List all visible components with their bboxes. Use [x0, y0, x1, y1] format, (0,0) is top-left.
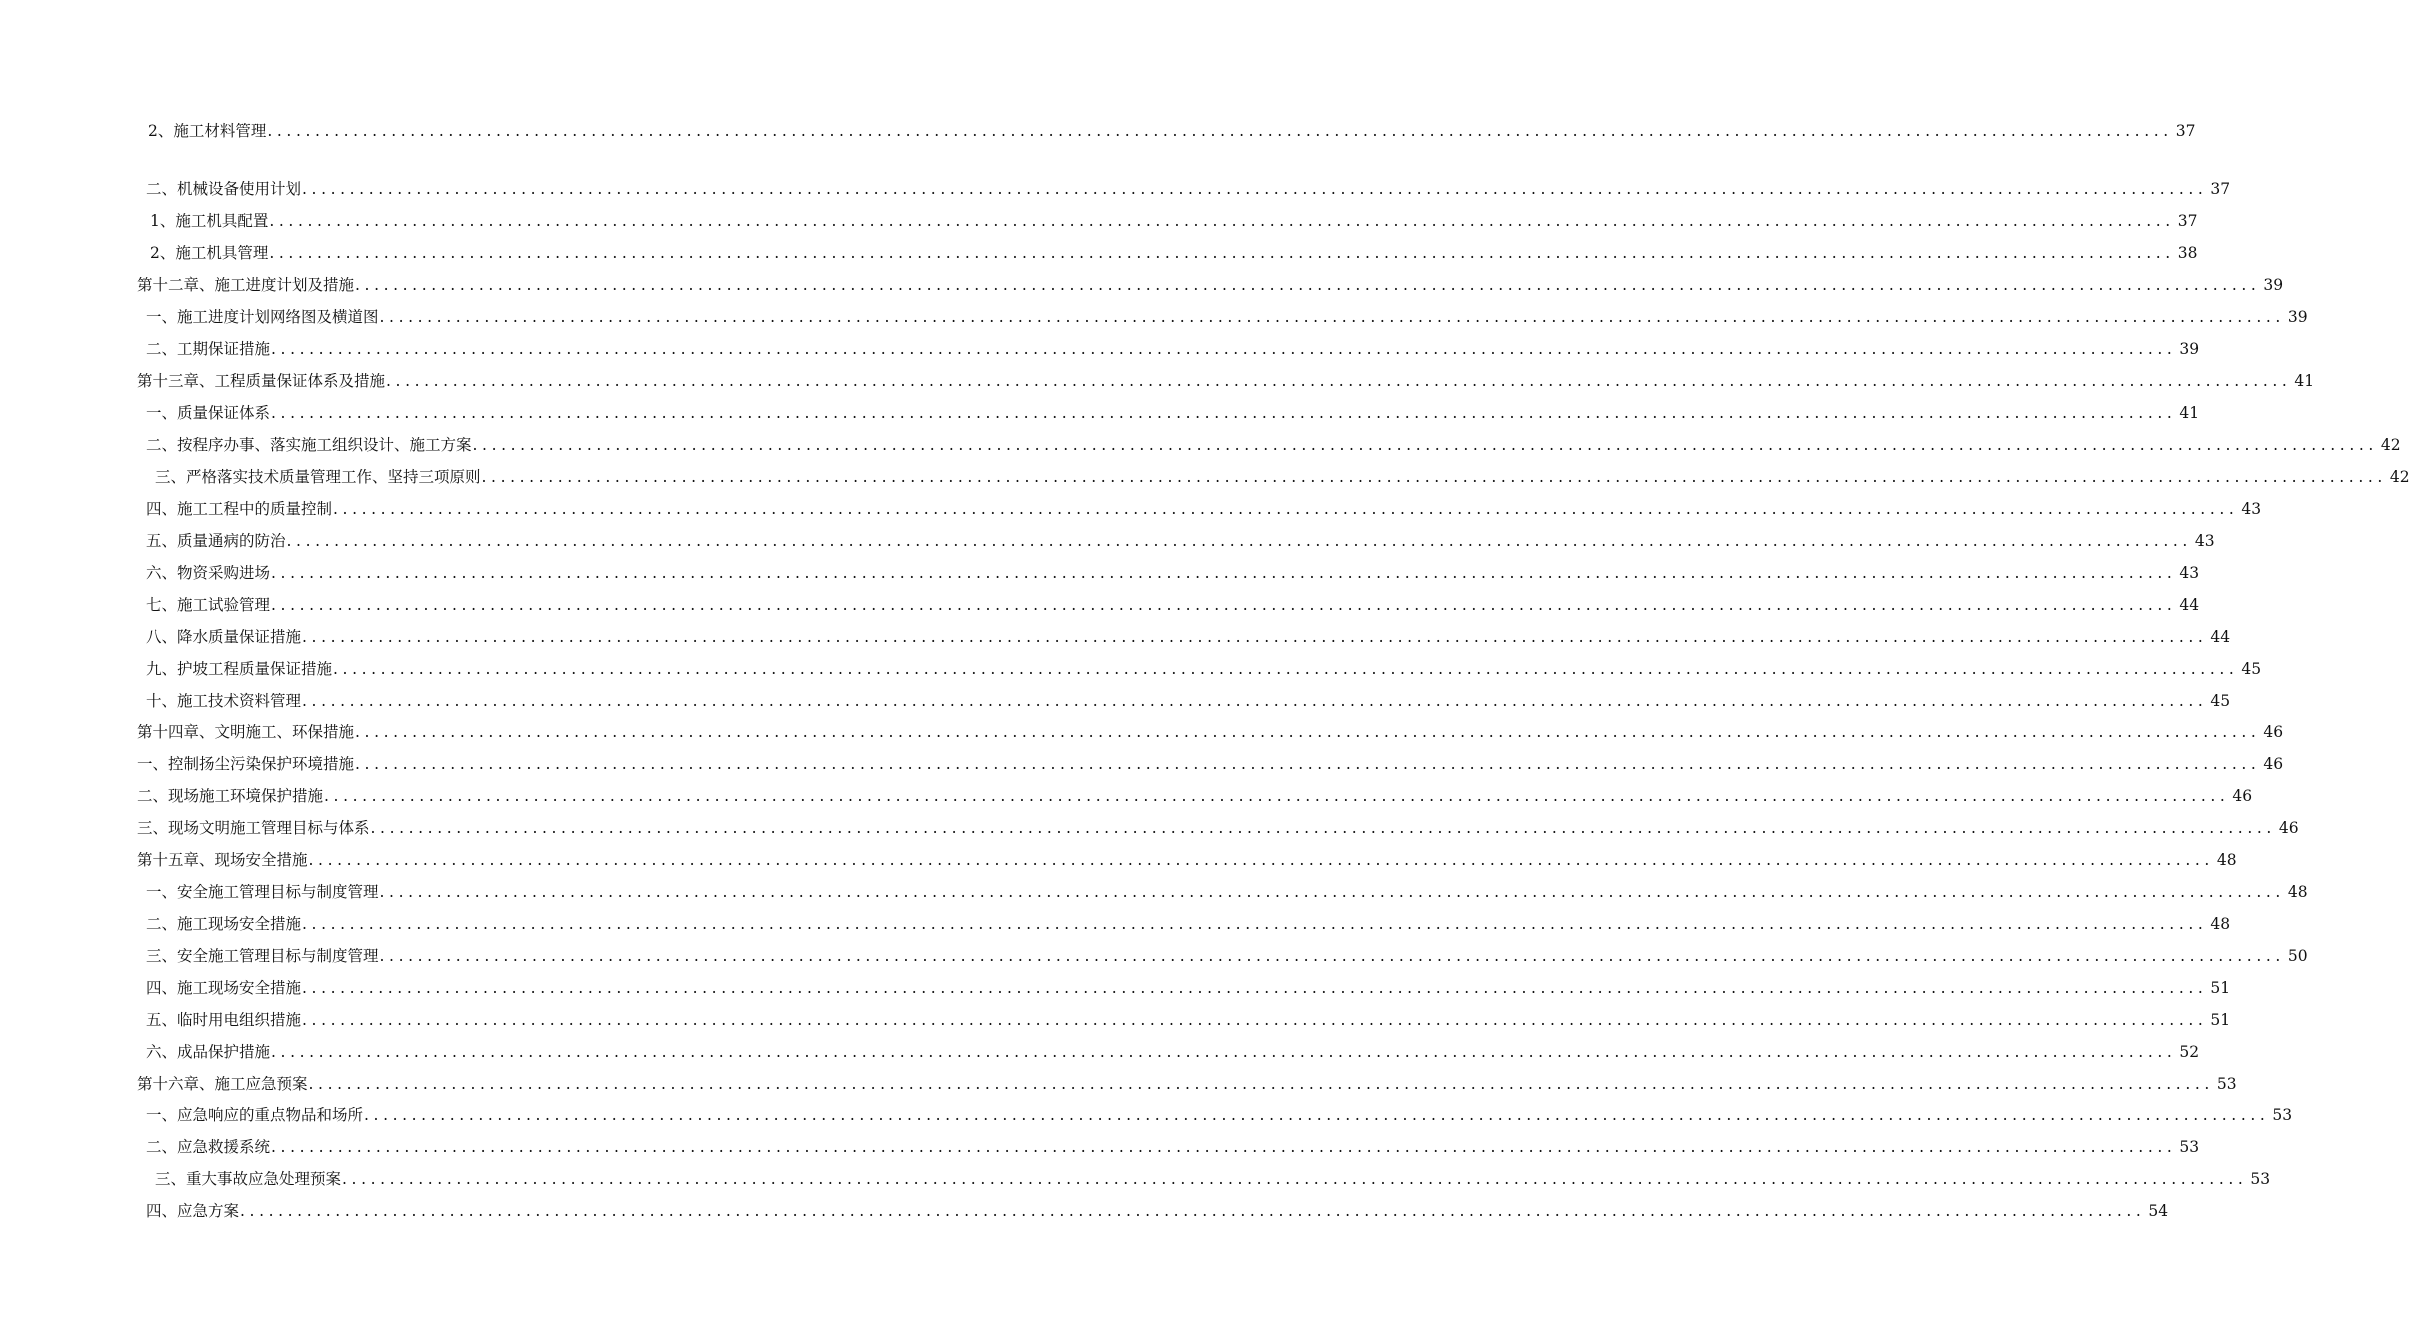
toc-entry-page-number: 39 — [2263, 276, 2284, 294]
toc-entry-page-number: 43 — [2241, 500, 2262, 518]
toc-entry-page-number: 48 — [2210, 915, 2231, 933]
toc-entry-page-number: 37 — [2210, 180, 2231, 198]
toc-entry-title: 四、施工现场安全措施 — [146, 979, 302, 997]
toc-dot-leader: ........................................................................................................................................................................................................ — [379, 947, 2285, 965]
toc-entry-page-number: 51 — [2210, 979, 2231, 997]
toc-entry-title: 一、质量保证体系 — [146, 404, 271, 422]
toc-entry-section[interactable] — [146, 656, 2262, 682]
toc-dot-leader: ........................................................................................................................................................................................................ — [379, 883, 2285, 901]
toc-entry-title: 四、应急方案 — [146, 1202, 240, 1220]
toc-entry-page-number: 46 — [2263, 755, 2284, 773]
toc-dot-leader: ........................................................................................................................................................................................................ — [308, 1075, 2214, 1093]
toc-entry-title: 1、施工机具配置 — [150, 212, 269, 230]
toc-entry-section[interactable] — [146, 1198, 2169, 1224]
toc-entry-section[interactable] — [146, 1007, 2231, 1033]
toc-dot-leader: ........................................................................................................................................................................................................ — [271, 564, 2177, 582]
toc-entry-title: 二、工期保证措施 — [146, 340, 271, 358]
toc-entry-title: 五、临时用电组织措施 — [146, 1011, 302, 1029]
toc-entry-page-number: 39 — [2179, 340, 2200, 358]
toc-entry-page-number: 43 — [2179, 564, 2200, 582]
toc-entry-section[interactable] — [155, 1166, 2271, 1192]
toc-entry-section[interactable] — [146, 528, 2215, 554]
toc-entry-chapter[interactable] — [137, 719, 2284, 745]
toc-dot-leader: ........................................................................................................................................................................................................ — [271, 1043, 2177, 1061]
toc-entry-page-number: 52 — [2179, 1043, 2200, 1061]
toc-dot-leader: ........................................................................................................................................................................................................ — [240, 1202, 2146, 1220]
toc-dot-leader: ........................................................................................................................................................................................................ — [271, 1138, 2177, 1156]
toc-dot-leader: ........................................................................................................................................................................................................ — [333, 660, 2239, 678]
toc-dot-leader: ........................................................................................................................................................................................................ — [271, 340, 2177, 358]
toc-dot-leader: ........................................................................................................................................................................................................ — [370, 819, 2276, 837]
toc-entry-section[interactable] — [146, 1039, 2200, 1065]
toc-entry-page-number: 48 — [2287, 883, 2308, 901]
toc-entry-page-number: 37 — [2177, 212, 2198, 230]
toc-entry-page-number: 46 — [2263, 723, 2284, 741]
toc-entry-section[interactable] — [146, 592, 2200, 618]
toc-entry-page-number: 45 — [2210, 692, 2231, 710]
toc-dot-leader: ........................................................................................................................................................................................................ — [355, 755, 2261, 773]
toc-dot-leader: ........................................................................................................................................................................................................ — [386, 372, 2292, 390]
toc-dot-leader: ........................................................................................................................................................................................................ — [364, 1106, 2270, 1124]
toc-entry-page-number: 46 — [2278, 819, 2299, 837]
toc-entry-title: 一、施工进度计划网络图及横道图 — [146, 308, 379, 326]
toc-entry-section[interactable] — [137, 815, 2299, 841]
toc-entry-title: 四、施工工程中的质量控制 — [146, 500, 333, 518]
toc-entry-page-number: 54 — [2148, 1202, 2169, 1220]
toc-entry-page-number: 41 — [2179, 404, 2200, 422]
toc-dot-leader: ........................................................................................................................................................................................................ — [379, 308, 2285, 326]
toc-entry-title: 一、应急响应的重点物品和场所 — [146, 1106, 364, 1124]
toc-entry-title: 一、安全施工管理目标与制度管理 — [146, 883, 379, 901]
toc-entry-section[interactable] — [146, 879, 2308, 905]
toc-entry-title: 九、护坡工程质量保证措施 — [146, 660, 333, 678]
toc-entry-title: 一、控制扬尘污染保护环境措施 — [137, 755, 355, 773]
toc-dot-leader: ........................................................................................................................................................................................................ — [302, 979, 2208, 997]
toc-dot-leader: ........................................................................................................................................................................................................ — [302, 692, 2208, 710]
toc-entry-chapter[interactable] — [137, 847, 2237, 873]
toc-entry-title: 第十五章、现场安全措施 — [137, 851, 308, 869]
toc-entry-title: 三、严格落实技术质量管理工作、坚持三项原则 — [155, 468, 481, 486]
toc-entry-section[interactable] — [146, 975, 2231, 1001]
toc-dot-leader: ........................................................................................................................................................................................................ — [324, 787, 2230, 805]
toc-entry-title: 六、成品保护措施 — [146, 1043, 271, 1061]
toc-entry-page-number: 42 — [2380, 436, 2401, 454]
toc-entry-page-number: 43 — [2194, 532, 2215, 550]
toc-dot-leader: ........................................................................................................................................................................................................ — [271, 404, 2177, 422]
toc-entry-page-number: 48 — [2216, 851, 2237, 869]
toc-entry-title: 十、施工技术资料管理 — [146, 692, 302, 710]
toc-dot-leader: ........................................................................................................................................................................................................ — [302, 1011, 2208, 1029]
toc-entry-page-number: 42 — [2389, 468, 2410, 486]
toc-entry-title: 第十六章、施工应急预案 — [137, 1075, 308, 1093]
toc-entry-title: 二、按程序办事、落实施工组织设计、施工方案 — [146, 436, 472, 454]
toc-dot-leader: ........................................................................................................................................................................................................ — [267, 122, 2173, 140]
toc-dot-leader: ........................................................................................................................................................................................................ — [342, 1170, 2248, 1188]
toc-entry-page-number: 53 — [2179, 1138, 2200, 1156]
toc-entry-section[interactable] — [146, 1102, 2293, 1128]
toc-entry-title: 六、物资采购进场 — [146, 564, 271, 582]
toc-entry-chapter[interactable] — [137, 1071, 2237, 1097]
toc-entry-page-number: 53 — [2272, 1106, 2293, 1124]
toc-entry-page-number: 53 — [2216, 1075, 2237, 1093]
toc-entry-page-number: 46 — [2232, 787, 2253, 805]
toc-entry-title: 第十四章、文明施工、环保措施 — [137, 723, 355, 741]
toc-entry-title: 三、现场文明施工管理目标与体系 — [137, 819, 370, 837]
toc-entry-sub[interactable] — [150, 208, 2198, 234]
toc-entry-chapter[interactable] — [137, 368, 2315, 394]
toc-entry-title: 二、应急救援系统 — [146, 1138, 271, 1156]
toc-entry-chapter[interactable] — [137, 272, 2284, 298]
toc-dot-leader: ........................................................................................................................................................................................................ — [472, 436, 2378, 454]
toc-entry-title: 第十三章、工程质量保证体系及措施 — [137, 372, 386, 390]
toc-entry-page-number: 41 — [2294, 372, 2315, 390]
toc-entry-title: 五、质量通病的防治 — [146, 532, 286, 550]
toc-entry-section[interactable] — [146, 336, 2200, 362]
toc-entry-section[interactable] — [146, 432, 2401, 458]
toc-entry-title: 二、机械设备使用计划 — [146, 180, 302, 198]
toc-entry-section[interactable] — [146, 304, 2308, 330]
toc-entry-section[interactable] — [146, 911, 2231, 937]
toc-entry-section[interactable] — [146, 943, 2308, 969]
toc-dot-leader: ........................................................................................................................................................................................................ — [481, 468, 2387, 486]
toc-entry-title: 二、现场施工环境保护措施 — [137, 787, 324, 805]
toc-entry-page-number: 45 — [2241, 660, 2262, 678]
toc-entry-title: 八、降水质量保证措施 — [146, 628, 302, 646]
toc-entry-section[interactable] — [155, 464, 2410, 490]
toc-entry-section[interactable] — [146, 176, 2231, 202]
toc-entry-section[interactable] — [146, 400, 2200, 426]
toc-dot-leader: ........................................................................................................................................................................................................ — [308, 851, 2214, 869]
toc-entry-sub[interactable] — [150, 240, 2198, 266]
toc-entry-section[interactable] — [146, 496, 2262, 522]
toc-entry-section[interactable] — [137, 751, 2284, 777]
toc-entry-title: 2、施工材料管理 — [148, 122, 267, 140]
toc-dot-leader: ........................................................................................................................................................................................................ — [302, 915, 2208, 933]
toc-dot-leader: ........................................................................................................................................................................................................ — [302, 180, 2208, 198]
toc-entry-page-number: 50 — [2287, 947, 2308, 965]
toc-entry-section[interactable] — [146, 1134, 2200, 1160]
toc-entry-page-number: 44 — [2179, 596, 2200, 614]
toc-dot-leader: ........................................................................................................................................................................................................ — [286, 532, 2192, 550]
toc-entry-title: 三、重大事故应急处理预案 — [155, 1170, 342, 1188]
toc-dot-leader: ........................................................................................................................................................................................................ — [333, 500, 2239, 518]
toc-dot-leader: ........................................................................................................................................................................................................ — [302, 628, 2208, 646]
toc-entry-section[interactable] — [146, 624, 2231, 650]
toc-entry-title: 2、施工机具管理 — [150, 244, 269, 262]
toc-entry-section[interactable] — [146, 560, 2200, 586]
toc-dot-leader: ........................................................................................................................................................................................................ — [269, 244, 2175, 262]
toc-entry-title: 二、施工现场安全措施 — [146, 915, 302, 933]
toc-entry-section[interactable] — [146, 688, 2231, 714]
toc-entry-page-number: 44 — [2210, 628, 2231, 646]
toc-entry-page-number: 53 — [2250, 1170, 2271, 1188]
toc-entry-page-number: 51 — [2210, 1011, 2231, 1029]
toc-dot-leader: ........................................................................................................................................................................................................ — [355, 723, 2261, 741]
toc-entry-section[interactable] — [137, 783, 2253, 809]
toc-entry-title: 第十二章、施工进度计划及措施 — [137, 276, 355, 294]
toc-entry-title: 三、安全施工管理目标与制度管理 — [146, 947, 379, 965]
toc-entry-page-number: 39 — [2287, 308, 2308, 326]
toc-dot-leader: ........................................................................................................................................................................................................ — [269, 212, 2175, 230]
toc-entry-page-number: 37 — [2175, 122, 2196, 140]
toc-entry-title: 七、施工试验管理 — [146, 596, 271, 614]
toc-entry-page-number: 38 — [2177, 244, 2198, 262]
toc-entry-sub[interactable] — [148, 118, 2196, 144]
toc-dot-leader: ........................................................................................................................................................................................................ — [271, 596, 2177, 614]
toc-dot-leader: ........................................................................................................................................................................................................ — [355, 276, 2261, 294]
